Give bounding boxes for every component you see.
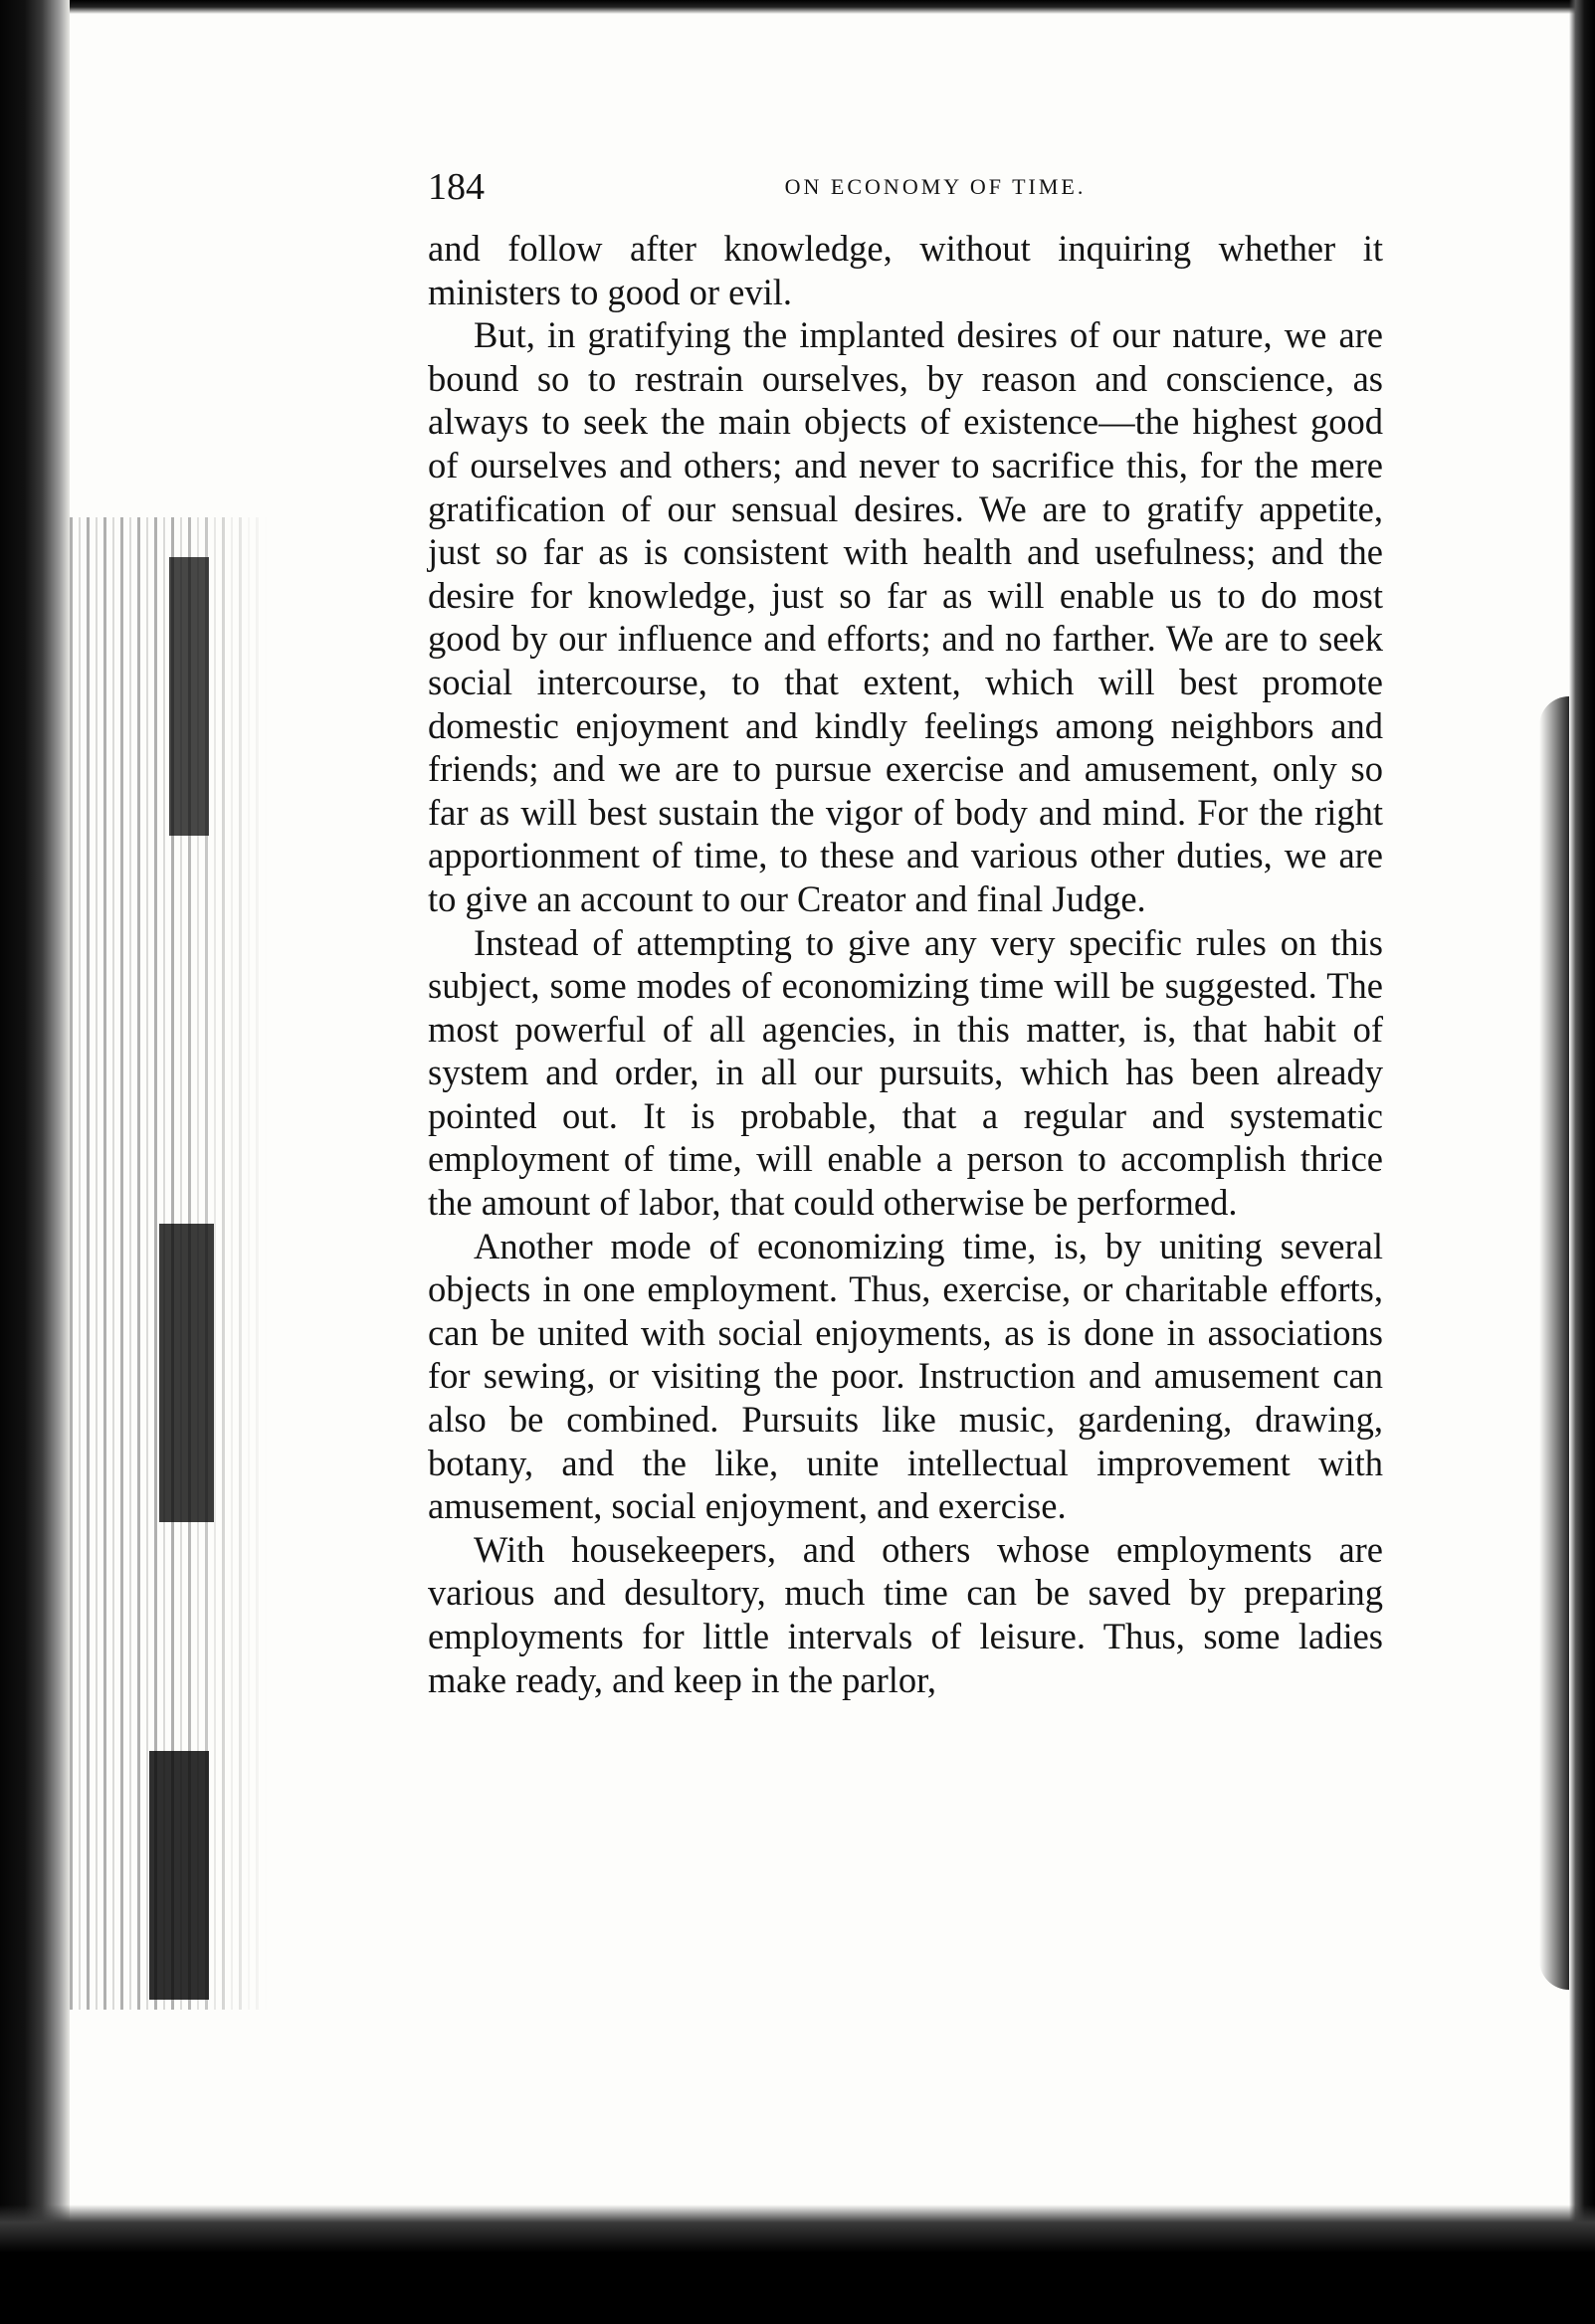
running-title: ON ECONOMY OF TIME. — [784, 174, 1087, 199]
paragraph: Instead of attempting to give any very specific rules on this subject, some modes of economizing time will be suggested. The most powerful of all agencies, in this matter, is, that habit of system and order, in all our pursuits, which has been already pointed out. It is probable, that a regular and systematic employment of time, will enable a person to accomplish thrice the amount of labor, that could otherwise be performed. — [428, 921, 1383, 1224]
book-page — [428, 159, 1383, 1701]
paragraph-continuation: and follow after knowledge, without inquiring whether it ministers to good or evil. — [428, 228, 1383, 312]
paragraph: With housekeepers, and others whose employments are various and desultory, much time can be saved by preparing employments for little intervals of leisure. Thus, some ladies make ready, and keep in the parlor, — [428, 1528, 1383, 1700]
running-head — [428, 159, 1383, 219]
scan-top-edge — [0, 0, 1595, 14]
spine-mark — [149, 1751, 209, 2000]
page-number: 184 — [428, 166, 485, 208]
book-spine-shadow — [0, 0, 70, 2324]
scan-right-edge — [1569, 0, 1595, 2324]
paragraph: Another mode of economizing time, is, by uniting several objects in one employment. Thus, exercise, or charitable efforts, can be united with social enjoyments, as is done in associations for sewing, or visiting the poor. Instruction and amusement can also be combined. Pursuits like music, gardening, drawing, botany, and the like, unite intellectual improvement with amusement, social enjoyment, and exercise. — [428, 1225, 1383, 1527]
page-curl-shadow — [1539, 696, 1569, 1990]
spine-mark — [159, 1224, 214, 1522]
scan-bottom-edge — [0, 2205, 1595, 2324]
body-text — [428, 227, 1383, 1701]
paragraph: But, in gratifying the implanted desires of our nature, we are bound so to restrain ourselves, by reason and conscience, as always to seek the main objects of existence—the highest good of ourselves and others; and never to sacrifice this, for the mere gratification of our sensual desires. We are to gratify appetite, just so far as is consistent with health and usefulness; and the desire for knowledge, just so far as will enable us to do most good by our influence and efforts; and no farther. We are to seek social intercourse, to that extent, which will best promote domestic enjoyment and kindly feelings among neighbors and friends; and we are to pursue exercise and amusement, only so far as will best sustain the vigor of body and mind. For the right apportionment of time, to these and various other duties, we are to give an account to our Creator and final Judge. — [428, 314, 1383, 919]
spine-mark — [169, 557, 209, 836]
